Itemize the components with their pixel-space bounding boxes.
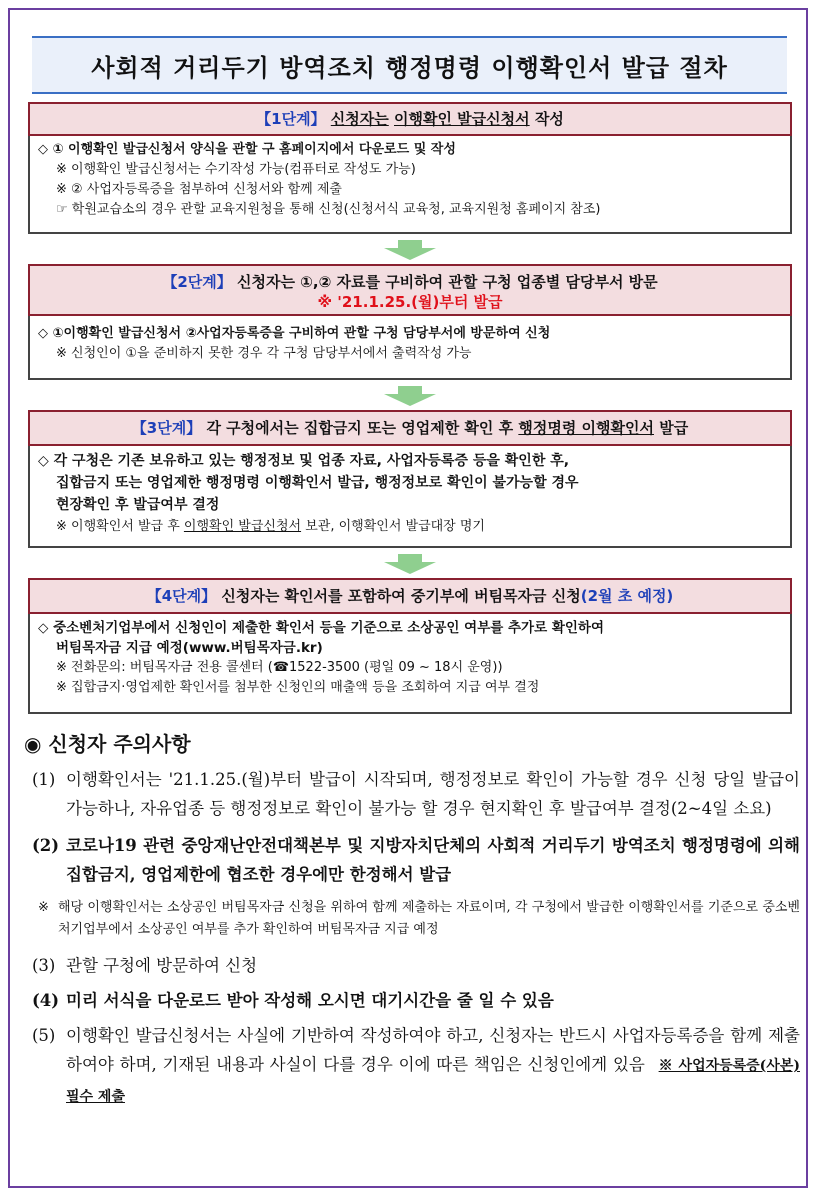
stage1-label: 【1단계】: [256, 110, 326, 128]
down-arrow-icon: [380, 554, 440, 574]
stage3-line: 현장확인 후 발급여부 결정: [56, 497, 220, 513]
note-text: 관할 구청에 방문하여 신청: [66, 956, 258, 975]
stage3-label: 【3단계】: [131, 419, 202, 437]
stage3-body: [28, 446, 792, 548]
stage4-head: 신청자는 확인서를 포함하여 중기부에 버팀목자금 신청: [221, 587, 581, 605]
down-arrow-icon: [380, 240, 440, 260]
note-num: ※: [38, 900, 49, 915]
note-text: 미리 서식을 다운로드 받아 작성해 오시면 대기시간을 줄 일 수 있음: [66, 991, 554, 1010]
stage1-line: ◇ ① 이행확인 발급신청서 양식을 관할 구 홈페이지에서 다운로드 및 작성: [38, 142, 456, 157]
note-item: [24, 765, 800, 823]
stage3-note-b: 이행확인 발급신청서: [183, 519, 302, 534]
notes-section: [24, 728, 800, 1112]
note-tail: ※ 사업자등록증(사본) 필수 제출: [66, 1058, 800, 1105]
stage2-line: ※ 신청인이 ①을 준비하지 못한 경우 각 구청 담당부서에서 출력작성 가능: [56, 346, 472, 361]
stage1-head-a: 신청자는: [330, 110, 389, 128]
note-num: (4): [32, 991, 60, 1010]
down-arrow-icon: [380, 386, 440, 406]
stage4-line: ※ 집합금지·영업제한 확인서를 첨부한 신청인의 매출액 등을 조회하여 지급 여부 결정: [56, 680, 540, 695]
stage4-body: [28, 614, 792, 714]
note-num: (5): [32, 1026, 56, 1045]
stage2-sub: ※ '21.1.25.(월)부터 발급: [317, 293, 503, 311]
page-title: 사회적 거리두기 방역조치 행정명령 이행확인서 발급 절차: [32, 36, 787, 94]
stage3-line: 집합금지 또는 영업제한 행정명령 이행확인서 발급, 행정정보로 확인이 불가능할 경우: [56, 475, 579, 491]
stage1-header: [28, 102, 792, 136]
stage3-note-c: 보관, 이행확인서 발급대장 명기: [305, 519, 485, 534]
stage3-header: [28, 410, 792, 446]
stage1-line: ※ 이행확인 발급신청서는 수기작성 가능(컴퓨터로 작성도 가능): [56, 162, 416, 177]
stage4-head-note: (2월 초 예정): [580, 587, 674, 605]
note-item: [24, 897, 800, 941]
stage3-head-b: 행정명령 이행확인서: [518, 419, 654, 437]
note-num: (3): [32, 956, 56, 975]
note-item: [24, 831, 800, 889]
stage2-line: ◇ ①이행확인 발급신청서 ②사업자등록증을 구비하여 관할 구청 담당부서에 방문하여 신청: [38, 326, 551, 341]
stage4-line: 버팀목자금 지급 예정(www.버팀목자금.kr): [56, 640, 323, 656]
note-text: 코로나19 관련 중앙재난안전대책본부 및 지방자치단체의 사회적 거리두기 방역조치 행정명령에 의해 집합금지, 영업제한에 협조한 경우에만 한정해서 발급: [66, 836, 800, 884]
stage4-line: ◇ 중소벤처기업부에서 신청인이 제출한 확인서 등을 기준으로 소상공인 여부를 추가로 확인하여: [38, 620, 604, 636]
note-item: [24, 1021, 800, 1112]
note-num: (2): [32, 836, 60, 855]
notes-heading: ◉ 신청자 주의사항: [24, 732, 191, 756]
stage1-line: ☞ 학원교습소의 경우 관할 교육지원청을 통해 신청(신청서식 교육청, 교육지원청 홈페이지 참조): [56, 202, 601, 217]
stage2-header: [28, 264, 792, 316]
stage3-note: [38, 516, 782, 538]
stage1-head-c: 작성: [534, 110, 564, 128]
stage3-head-a: 각 구청에서는 집합금지 또는 영업제한 확인 후: [206, 419, 514, 437]
stage4-label: 【4단계】: [146, 587, 217, 605]
stage3-line: ◇ 각 구청은 기존 보유하고 있는 행정정보 및 업종 자료, 사업자등록증 등을 확인한 후,: [38, 453, 570, 469]
note-item: [24, 951, 800, 980]
note-text: 해당 이행확인서는 소상공인 버팀목자금 신청을 위하여 함께 제출하는 자료이며, 각 구청에서 발급한 이행확인서를 기준으로 중소벤처기업부에서 소상공인 여부를 추가 확인하여 버팀목자금 지급 예정: [58, 900, 800, 937]
stage3-note-a: ※ 이행확인서 발급 후: [56, 519, 180, 534]
stage1-head-b: 이행확인 발급신청서: [394, 110, 530, 128]
stage4-header: [28, 578, 792, 614]
stage2-label: 【2단계】: [162, 273, 232, 291]
stage1-line: ※ ② 사업자등록증을 첨부하여 신청서와 함께 제출: [56, 182, 342, 197]
stage1-body: [28, 136, 792, 234]
stage2-body: [28, 316, 792, 380]
stage4-line: ※ 전화문의: 버팀목자금 전용 콜센터 (☎1522-3500 (평일 09 ~ 18시 운영)): [56, 660, 503, 675]
stage2-head: 신청자는 ①,② 자료를 구비하여 관할 구청 업종별 담당부서 방문: [237, 273, 658, 291]
note-text: 이행확인서는 '21.1.25.(월)부터 발급이 시작되며, 행정정보로 확인이 가능할 경우 신청 당일 발급이 가능하나, 자유업종 등 행정정보로 확인이 불가능 할 경우 현지확인 후 발급여부 결정(2~4일 소요): [66, 770, 800, 818]
note-text: 이행확인 발급신청서는 사실에 기반하여 작성하여야 하고, 신청자는 반드시 사업자등록증을 함께 제출하여야 하며, 기재된 내용과 사실이 다를 경우 이에 따른 책임은 신청인에게 있음: [66, 1026, 800, 1074]
note-num: (1): [32, 770, 56, 789]
stage3-head-c: 발급: [659, 419, 689, 437]
note-item: [24, 986, 800, 1015]
